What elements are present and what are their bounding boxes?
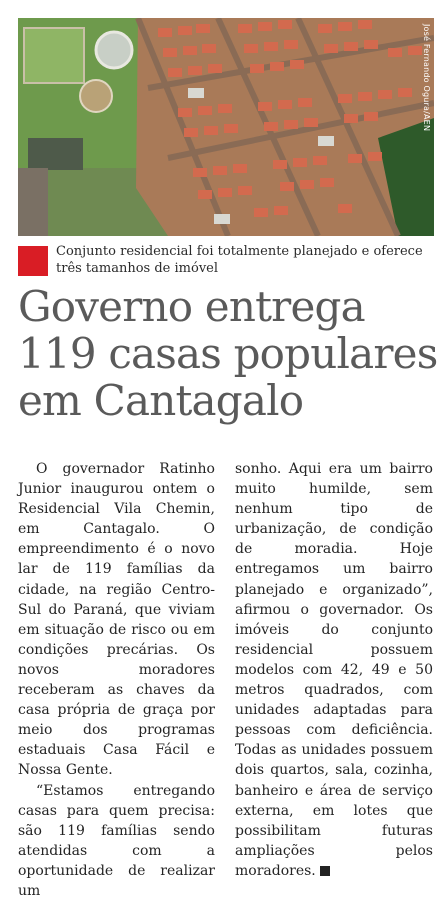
headline-line-1: Governo entrega — [18, 283, 438, 330]
end-of-article-mark — [320, 866, 330, 876]
headline — [18, 283, 438, 424]
photo-caption — [18, 243, 438, 279]
article-paragraph-continued — [235, 459, 433, 881]
aerial-photo — [18, 18, 434, 236]
article-paragraph: O governador Ratinho Junior inaugurou ontem o Residencial Vila Chemin, em Cantagalo. O empreendimento é o novo lar de 119 famílias da cidade, na região Centro-Sul do Paraná, que viviam em situação de risco ou em condições precárias. Os novos moradores receberam as chaves da casa própria de graça por meio dos programas estaduais Casa Fácil e Nossa Gente. — [18, 459, 215, 781]
article-paragraph: “Estamos entregando casas para quem precisa: são 119 famílias sendo atendidas com a oportunidade de realizar um — [18, 781, 215, 901]
article-paragraph-text: sonho. Aqui era um bairro muito humilde, sem nenhum tipo de urbanização, de condição de moradia. Hoje entregamos um bairro planejado e organizado”, afirmou o governador. Os imóveis do conjunto residencial possuem modelos com 42, 49 e 50 metros quadrados, com unidades adaptadas para pessoas com deficiência. Todas as unidades possuem dois quartos, sala, cozinha, banheiro e área de serviço externa, em lotes que possibilitam futuras ampliações pelos moradores. — [235, 461, 433, 879]
article-column-right — [235, 459, 433, 881]
caption-marker — [18, 246, 48, 276]
headline-line-3: em Cantagalo — [18, 377, 438, 424]
article-column-left — [18, 459, 215, 901]
aerial-photo-illustration — [18, 18, 434, 236]
headline-line-2: 119 casas populares — [18, 330, 438, 377]
photo-credit: José Fernando Ogura/AEN — [422, 24, 431, 131]
caption-text: Conjunto residencial foi totalmente planejado e oferece três tamanhos de imóvel — [56, 243, 438, 277]
